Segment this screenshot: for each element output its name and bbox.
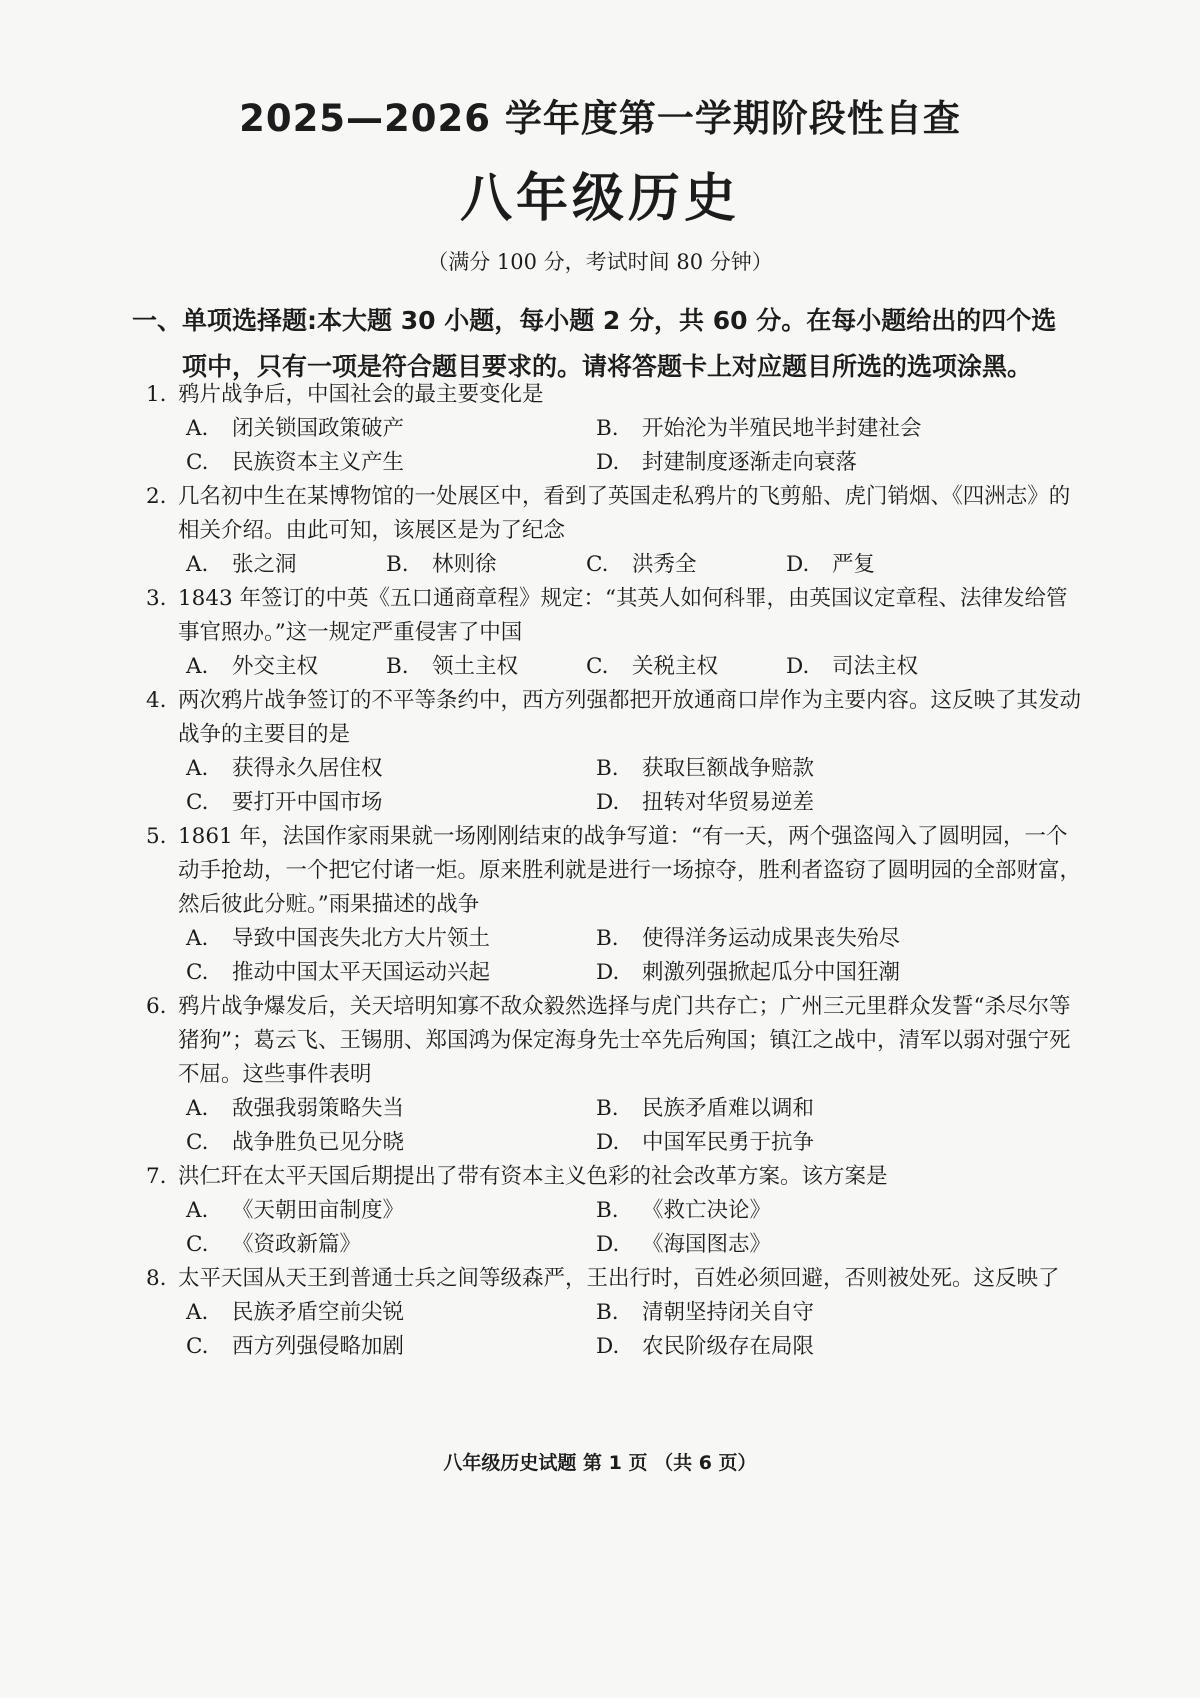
- option-item: [596, 1194, 1006, 1228]
- option-text: 民族矛盾难以调和: [642, 1096, 815, 1121]
- option-letter: B.: [596, 1300, 619, 1325]
- question-number: 6.: [146, 994, 167, 1019]
- option-row: [186, 786, 1086, 820]
- option-text: 张之洞: [232, 552, 297, 577]
- option-group: [146, 1194, 1086, 1262]
- option-item: [386, 650, 586, 684]
- option-text: 严复: [832, 552, 876, 577]
- option-row: [186, 412, 1086, 446]
- option-item: [786, 548, 986, 582]
- option-row: [186, 922, 1086, 956]
- option-letter: A.: [186, 416, 209, 441]
- page-footer: 八年级历史试题 第 1 页 （共 6 页）: [443, 1452, 757, 1474]
- option-group: [146, 752, 1086, 820]
- exam-title: 2025—2026 学年度第一学期阶段性自查: [239, 97, 961, 140]
- question-item: [146, 378, 1086, 480]
- option-group: [146, 1296, 1086, 1364]
- option-text: 导致中国丧失北方大片领土: [232, 926, 491, 951]
- option-text: 《海国图志》: [642, 1232, 772, 1257]
- option-text: 清朝坚持闭关自守: [642, 1300, 815, 1325]
- option-text: 《救亡决论》: [642, 1198, 772, 1223]
- option-item: [186, 1296, 596, 1330]
- option-text: 要打开中国市场: [232, 790, 383, 815]
- option-letter: D.: [596, 960, 620, 985]
- option-item: [186, 956, 596, 990]
- option-letter: C.: [186, 1130, 209, 1155]
- option-letter: B.: [386, 552, 409, 577]
- option-text: 获取巨额战争赔款: [642, 756, 815, 781]
- option-text: 使得洋务运动成果丧失殆尽: [642, 926, 901, 951]
- option-letter: A.: [186, 552, 209, 577]
- option-text: 农民阶级存在局限: [642, 1334, 815, 1359]
- option-text: 扭转对华贸易逆差: [642, 790, 815, 815]
- question-stem: [146, 990, 1086, 1092]
- option-item: [186, 1126, 596, 1160]
- option-letter: A.: [186, 1300, 209, 1325]
- option-text: 民族矛盾空前尖锐: [232, 1300, 405, 1325]
- option-text: 开始沦为半殖民地半封建社会: [642, 416, 922, 441]
- option-item: [186, 548, 386, 582]
- option-item: [596, 752, 1006, 786]
- question-item: [146, 990, 1086, 1160]
- option-letter: D.: [596, 790, 620, 815]
- option-row: [186, 1126, 1086, 1160]
- option-group: [146, 412, 1086, 480]
- question-number: 1.: [146, 382, 167, 407]
- option-letter: D.: [786, 654, 810, 679]
- option-item: [186, 1194, 596, 1228]
- option-text: 洪秀全: [632, 552, 697, 577]
- option-row: [186, 1296, 1086, 1330]
- question-stem: [146, 582, 1086, 650]
- option-item: [186, 1092, 596, 1126]
- option-row: [186, 1092, 1086, 1126]
- option-item: [186, 1330, 596, 1364]
- option-item: [386, 548, 586, 582]
- question-stem: [146, 820, 1086, 922]
- option-text: 民族资本主义产生: [232, 450, 405, 475]
- exam-note: （满分 100 分，考试时间 80 分钟）: [427, 250, 773, 274]
- option-text: 推动中国太平天国运动兴起: [232, 960, 491, 985]
- option-row: [186, 956, 1086, 990]
- option-row: [186, 1228, 1086, 1262]
- question-number: 7.: [146, 1164, 167, 1189]
- question-text: 太平天国从天王到普通士兵之间等级森严，王出行时，百姓必须回避，否则被处死。这反映了: [178, 1266, 1060, 1291]
- option-item: [596, 1330, 1006, 1364]
- option-letter: B.: [596, 416, 619, 441]
- option-item: [596, 1296, 1006, 1330]
- question-item: [146, 1262, 1086, 1364]
- question-text: 1843 年签订的中英《五口通商章程》规定：“其英人如何科罪，由英国议定章程、法律发给管事官照办。”这一规定严重侵害了中国: [178, 586, 1068, 645]
- option-item: [596, 956, 1006, 990]
- option-text: 关税主权: [632, 654, 719, 679]
- option-letter: C.: [186, 790, 209, 815]
- question-text: 两次鸦片战争签订的不平等条约中，西方列强都把开放通商口岸作为主要内容。这反映了其发动战争的主要目的是: [178, 688, 1082, 747]
- option-letter: C.: [586, 654, 609, 679]
- subject-title: 八年级历史: [459, 169, 740, 229]
- option-text: 西方列强侵略加剧: [232, 1334, 405, 1359]
- section-heading: [132, 298, 1092, 390]
- option-letter: C.: [186, 1334, 209, 1359]
- option-item: [596, 412, 1006, 446]
- option-text: 敌强我弱策略失当: [232, 1096, 405, 1121]
- option-letter: B.: [596, 1096, 619, 1121]
- question-item: [146, 480, 1086, 582]
- option-text: 外交主权: [232, 654, 319, 679]
- option-letter: D.: [596, 1130, 620, 1155]
- question-number: 4.: [146, 688, 167, 713]
- option-text: 领土主权: [432, 654, 519, 679]
- option-row: [186, 650, 1086, 684]
- option-letter: C.: [186, 450, 209, 475]
- option-letter: C.: [586, 552, 609, 577]
- question-item: [146, 1160, 1086, 1262]
- question-number: 2.: [146, 484, 167, 509]
- option-letter: A.: [186, 654, 209, 679]
- option-item: [596, 446, 1006, 480]
- question-stem: [146, 684, 1086, 752]
- option-item: [596, 1126, 1006, 1160]
- option-group: [146, 1092, 1086, 1160]
- option-row: [186, 752, 1086, 786]
- option-item: [586, 650, 786, 684]
- question-item: [146, 820, 1086, 990]
- option-letter: B.: [596, 1198, 619, 1223]
- option-text: 林则徐: [432, 552, 497, 577]
- question-stem: [146, 378, 1086, 412]
- option-text: 获得永久居住权: [232, 756, 383, 781]
- option-text: 中国军民勇于抗争: [642, 1130, 815, 1155]
- option-letter: D.: [596, 450, 620, 475]
- question-stem: [146, 1160, 1086, 1194]
- option-item: [186, 752, 596, 786]
- option-item: [186, 922, 596, 956]
- option-item: [186, 650, 386, 684]
- option-item: [586, 548, 786, 582]
- option-row: [186, 1194, 1086, 1228]
- question-number: 5.: [146, 824, 167, 849]
- option-text: 《资政新篇》: [232, 1232, 362, 1257]
- option-item: [596, 922, 1006, 956]
- option-item: [786, 650, 986, 684]
- option-letter: B.: [596, 926, 619, 951]
- question-stem: [146, 480, 1086, 548]
- option-letter: D.: [596, 1232, 620, 1257]
- option-letter: A.: [186, 1096, 209, 1121]
- option-text: 刺激列强掀起瓜分中国狂潮: [642, 960, 901, 985]
- question-text: 1861 年，法国作家雨果就一场刚刚结束的战争写道：“有一天，两个强盗闯入了圆明园，一个动手抢劫，一个把它付诸一炬。原来胜利就是进行一场掠夺，胜利者盗窃了圆明园的全部财富，然后彼此分赃。”雨果描述的战争: [178, 824, 1082, 917]
- option-group: [146, 650, 1086, 684]
- option-item: [186, 446, 596, 480]
- option-letter: D.: [786, 552, 810, 577]
- option-letter: B.: [386, 654, 409, 679]
- question-text: 鸦片战争后，中国社会的最主要变化是: [178, 382, 544, 407]
- option-row: [186, 548, 1086, 582]
- question-item: [146, 582, 1086, 684]
- option-letter: A.: [186, 926, 209, 951]
- option-item: [186, 786, 596, 820]
- option-row: [186, 1330, 1086, 1364]
- option-letter: C.: [186, 960, 209, 985]
- option-letter: A.: [186, 756, 209, 781]
- question-text: 几名初中生在某博物馆的一处展区中，看到了英国走私鸦片的飞剪船、虎门销烟、《四洲志》的相关介绍。由此可知，该展区是为了纪念: [178, 484, 1071, 543]
- option-text: 《天朝田亩制度》: [232, 1198, 405, 1223]
- option-text: 闭关锁国政策破产: [232, 416, 405, 441]
- option-letter: C.: [186, 1232, 209, 1257]
- question-stem: [146, 1262, 1086, 1296]
- option-item: [596, 1228, 1006, 1262]
- option-item: [186, 412, 596, 446]
- question-text: 鸦片战争爆发后，关天培明知寡不敌众毅然选择与虎门共存亡；广州三元里群众发誓“杀尽尔等猪狗”；葛云飞、王锡朋、郑国鸿为保定海身先士卒先后殉国；镇江之战中，清军以弱对强宁死不屈。这些事件表明: [178, 994, 1071, 1087]
- option-item: [186, 1228, 596, 1262]
- question-number: 3.: [146, 586, 167, 611]
- option-text: 司法主权: [832, 654, 919, 679]
- option-item: [596, 1092, 1006, 1126]
- question-text: 洪仁玕在太平天国后期提出了带有资本主义色彩的社会改革方案。该方案是: [178, 1164, 888, 1189]
- option-letter: D.: [596, 1334, 620, 1359]
- option-group: [146, 548, 1086, 582]
- question-number: 8.: [146, 1266, 167, 1291]
- section-heading-line-1: 一、单项选择题:本大题 30 小题，每小题 2 分，共 60 分。在每小题给出的四个选: [132, 306, 1057, 335]
- option-letter: B.: [596, 756, 619, 781]
- option-text: 战争胜负已见分晓: [232, 1130, 405, 1155]
- question-list: [146, 378, 1086, 1364]
- option-group: [146, 922, 1086, 990]
- option-row: [186, 446, 1086, 480]
- option-letter: A.: [186, 1198, 209, 1223]
- option-item: [596, 786, 1006, 820]
- question-item: [146, 684, 1086, 820]
- option-text: 封建制度逐渐走向衰落: [642, 450, 858, 475]
- section-heading-line-2: 项中，只有一项是符合题目要求的。请将答题卡上对应题目所选的选项涂黑。: [182, 352, 1033, 381]
